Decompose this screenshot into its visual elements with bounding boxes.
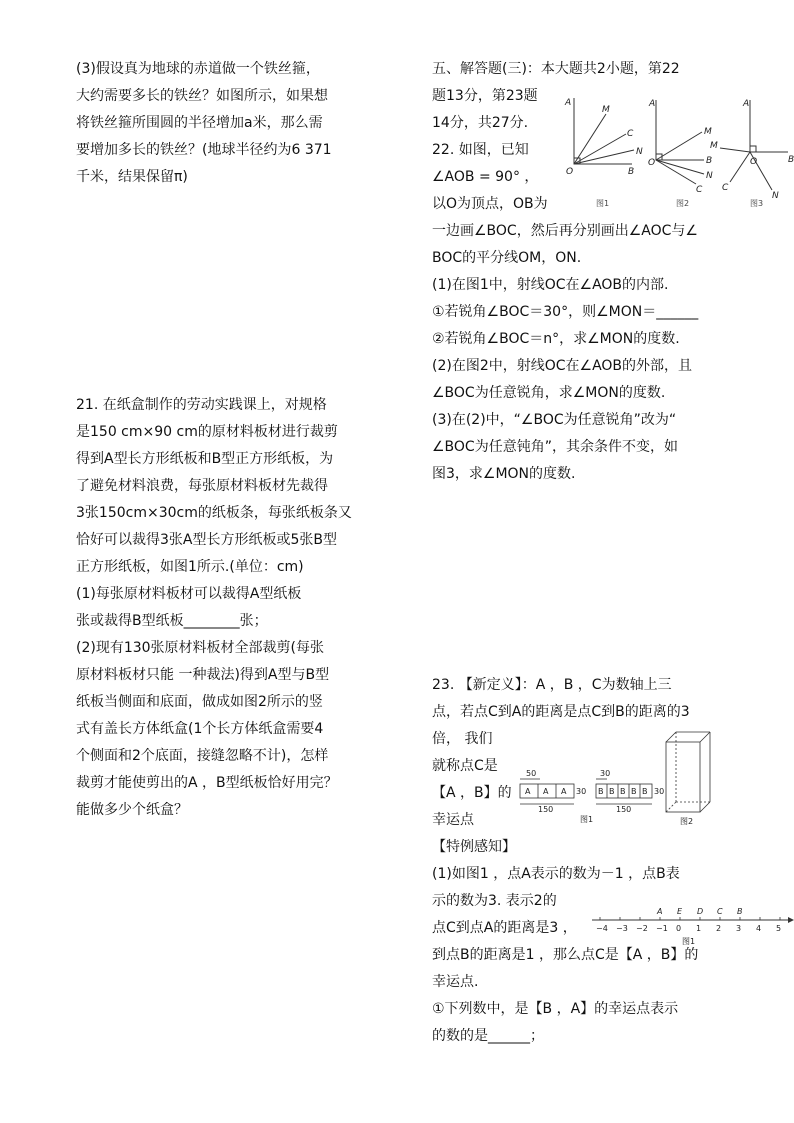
- q23-block: [432, 672, 762, 1050]
- strip-cell: A: [561, 787, 567, 796]
- dim-label: 30: [600, 769, 611, 778]
- fig-caption: 图1: [682, 937, 696, 946]
- text-line: (3)假设真为地球的赤道做一个铁丝箍，: [76, 61, 320, 77]
- label-m: M: [704, 127, 712, 137]
- tick-label: −3: [616, 924, 628, 933]
- text-line: 14分，共27分.: [432, 115, 529, 131]
- point-label: C: [717, 907, 723, 916]
- text-line: 大约需要多长的铁丝？如图所示，如果想: [76, 88, 328, 104]
- text-line: 千米，结果保留π): [76, 169, 188, 185]
- tick-label: 5: [776, 924, 782, 933]
- text-line: 【A ，B】的: [432, 785, 512, 801]
- tick-label: −1: [656, 924, 668, 933]
- text-line: 的数的是______；: [432, 1028, 544, 1044]
- label-c: C: [722, 183, 729, 193]
- text-line: 裁剪才能使剪出的A ，B型纸板恰好用完？: [76, 775, 338, 791]
- label-a: A: [565, 98, 572, 108]
- label-m: M: [602, 105, 610, 115]
- strip-cell: B: [642, 787, 648, 796]
- text-line: 21. 在纸盒制作的劳动实践课上，对规格: [76, 397, 327, 413]
- text-line: BOC的平分线OM，ON.: [432, 250, 582, 266]
- text-line: (1)在图1中，射线OC在∠AOB的内部.: [432, 277, 669, 293]
- text-line: ①下列数中，是【B ，A】的幸运点表示: [432, 1001, 679, 1017]
- text-line: 一边画∠BOC，然后再分别画出∠AOC与∠: [432, 223, 698, 239]
- point-label: B: [737, 907, 743, 916]
- section-heading: 五、解答题(三)：本大题共2小题，第22: [432, 61, 680, 77]
- text-line: 23. 【新定义】：A ，B ，C为数轴上三: [432, 677, 672, 693]
- text-line: 幸运点: [432, 812, 474, 828]
- text-line: ②若锐角∠BOC＝n°，求∠MON的度数.: [432, 331, 680, 347]
- fig-caption: 图3: [750, 199, 764, 208]
- text-line: 倍， 我们: [432, 731, 493, 747]
- text-line: ∠AOB = 90° ，: [432, 169, 539, 185]
- text-line: 将铁丝箍所围圆的半径增加a米，那么需: [76, 115, 323, 131]
- strip-cell: A: [543, 787, 549, 796]
- text-line: 式有盖长方体纸盒(1个长方体纸盒需要4: [76, 721, 324, 737]
- dim-label: 150: [538, 805, 554, 814]
- text-line: 示的数为3. 表示2的: [432, 893, 557, 909]
- tick-label: −4: [596, 924, 608, 933]
- label-c: C: [696, 185, 703, 195]
- text-line: 题13分，第23题: [432, 88, 538, 104]
- fig-caption: 图2: [676, 199, 690, 208]
- fig-caption: 图1: [596, 199, 610, 208]
- text-line: 到点B的距离是1 ，那么点C是【A ，B】的: [432, 947, 699, 963]
- text-line: 纸板当侧面和底面，做成如图2所示的竖: [76, 694, 323, 710]
- text-line: (1)每张原材料板材可以裁得A型纸板: [76, 586, 302, 602]
- tick-label: 3: [736, 924, 742, 933]
- tick-label: 1: [696, 924, 702, 933]
- strip-cell: B: [609, 787, 615, 796]
- text-line: 以O为顶点，OB为: [432, 196, 548, 212]
- text-line: 个侧面和2个底面，接缝忽略不计)，怎样: [76, 748, 329, 764]
- tick-label: −2: [636, 924, 648, 933]
- label-n: N: [772, 191, 779, 201]
- dim-label: 50: [526, 769, 537, 778]
- label-o: O: [648, 158, 656, 168]
- text-line: (1)如图1 ，点A表示的数为－1 ，点B表: [432, 866, 680, 882]
- label-b: B: [706, 156, 713, 166]
- text-line: ∠BOC为任意锐角，求∠MON的度数.: [432, 385, 666, 401]
- dim-label: 30: [576, 787, 587, 796]
- label-c: C: [627, 129, 634, 139]
- point-label: A: [657, 907, 663, 916]
- tick-label: 2: [716, 924, 722, 933]
- point-label: D: [697, 907, 704, 916]
- label-n: N: [636, 147, 643, 157]
- q20-block: [76, 56, 396, 191]
- text-line: 图3，求∠MON的度数.: [432, 466, 576, 482]
- strip-cell: A: [525, 787, 531, 796]
- label-o: O: [566, 167, 574, 177]
- text-line: 幸运点.: [432, 974, 479, 990]
- board-strip-figures: [518, 768, 668, 824]
- label-m: M: [710, 141, 718, 151]
- text-line: ①若锐角∠BOC＝30°，则∠MON＝______: [432, 304, 699, 320]
- angle-figures: [560, 92, 794, 210]
- text-line: (2)在图2中，射线OC在∠AOB的外部，且: [432, 358, 693, 374]
- text-line: 正方形纸板，如图1所示.(单位：cm): [76, 559, 304, 575]
- text-line: 要增加多长的铁丝？(地球半径约为6 371: [76, 142, 332, 158]
- text-line: 原材料板材只能 一种裁法)得到A型与B型: [76, 667, 330, 683]
- text-line: ∠BOC为任意钝角”，其余条件不变，如: [432, 439, 678, 455]
- strip-cell: B: [598, 787, 604, 796]
- text-line: (2)现有130张原材料板材全部裁剪(每张: [76, 640, 325, 656]
- label-a: A: [743, 99, 750, 109]
- label-b: B: [628, 167, 635, 177]
- strip-cell: B: [631, 787, 637, 796]
- text-line: 了避免材料浪费，每张原材料板材先裁得: [76, 478, 328, 494]
- label-b: B: [788, 155, 794, 165]
- fig-caption: 图2: [680, 817, 694, 826]
- q21-block: [76, 392, 396, 824]
- text-line: 得到A型长方形纸板和B型正方形纸板，为: [76, 451, 334, 467]
- dim-label: 30: [654, 787, 665, 796]
- text-line: (3)在(2)中，“∠BOC为任意锐角”改为“: [432, 412, 677, 428]
- text-line: 【特例感知】: [432, 839, 516, 855]
- text-line: 点C到点A的距离是3 ，: [432, 920, 577, 936]
- fig-caption: 图1: [580, 815, 594, 824]
- text-line: 就称点C是: [432, 758, 498, 774]
- text-line: 能做多少个纸盒？: [76, 802, 188, 818]
- tick-label: 4: [756, 924, 762, 933]
- dim-label: 150: [616, 805, 632, 814]
- label-n: N: [706, 171, 713, 181]
- number-line: [590, 904, 794, 948]
- text-line: 恰好可以裁得3张A型长方形纸板或5张B型: [76, 532, 337, 548]
- strip-cell: B: [620, 787, 626, 796]
- label-a: A: [649, 99, 656, 109]
- box-figure: [662, 730, 714, 826]
- text-line: 点，若点C到A的距离是点C到B的距离的3: [432, 704, 690, 720]
- text-line: 22. 如图，已知: [432, 142, 529, 158]
- point-label: E: [677, 907, 683, 916]
- tick-label: 0: [676, 924, 682, 933]
- text-line: 3张150cm×30cm的纸板条，每张纸板条又: [76, 505, 352, 521]
- text-line: 是150 cm×90 cm的原材料板材进行裁剪: [76, 424, 338, 440]
- label-o: O: [750, 157, 758, 167]
- text-line: 张或裁得B型纸板________张；: [76, 613, 268, 629]
